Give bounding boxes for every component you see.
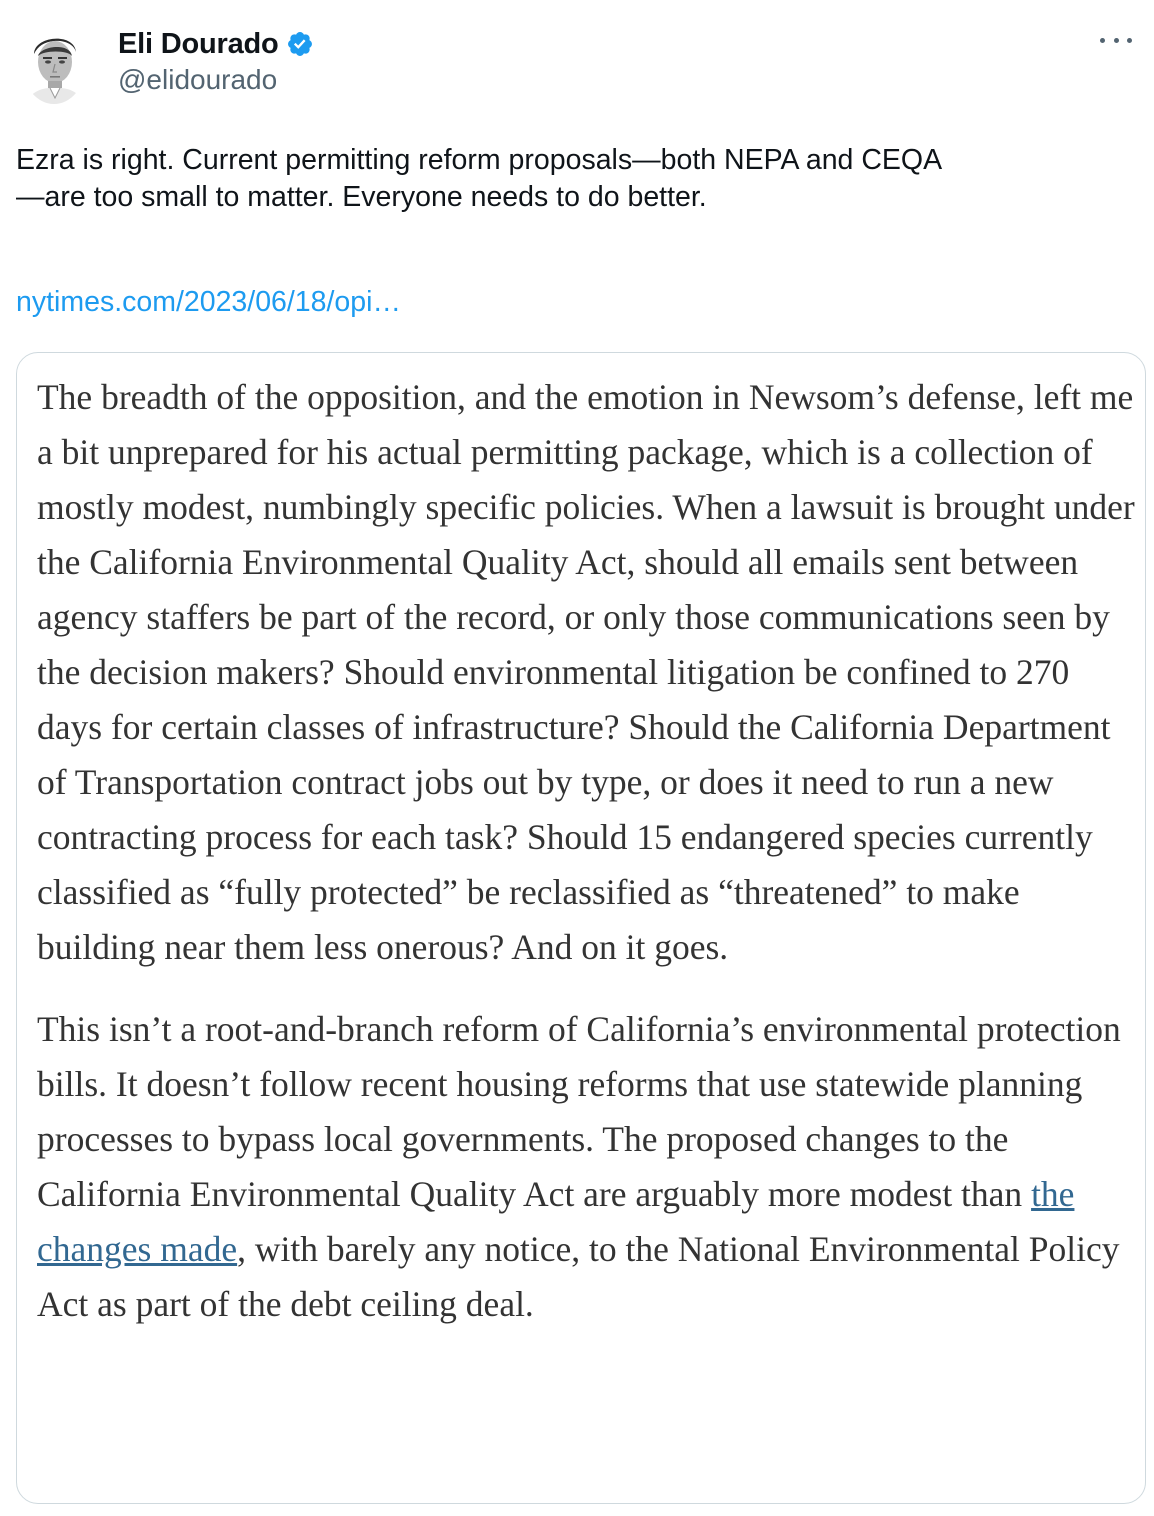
author-handle[interactable]: @elidourado: [118, 64, 278, 95]
dot-icon: [1127, 38, 1132, 43]
dot-icon: [1100, 38, 1105, 43]
tweet-text-line: —are too small to matter. Everyone needs to do better.: [16, 181, 707, 213]
dot-icon: [1114, 38, 1119, 43]
excerpt-text: This isn’t a root-and-branch reform of California’s environmental protection bills. It doesn’t follow recent housing reforms that use statewide planning processes to bypass local governments. The proposed changes to the California Environmental Quality Act are arguably more modest than: [37, 1009, 1121, 1214]
tweet-text: [16, 142, 1146, 216]
excerpt-inline-link[interactable]: the changes made: [37, 1174, 1075, 1269]
quoted-image-card[interactable]: [16, 352, 1146, 1504]
more-options-icon[interactable]: [1100, 30, 1132, 50]
tweet-text-line: Ezra is right. Current permitting reform proposals—both NEPA and CEQA: [16, 144, 943, 176]
article-link[interactable]: nytimes.com/2023/06/18/opi…: [16, 286, 401, 318]
profile-photo: [22, 24, 86, 104]
article-excerpt: [37, 370, 1137, 1332]
avatar[interactable]: [22, 24, 86, 104]
excerpt-text: , with barely any notice, to the National Environmental Policy Act as part of the debt ceiling deal.: [37, 1229, 1120, 1324]
author-name[interactable]: Eli Dourado: [118, 27, 279, 60]
author-row[interactable]: [118, 26, 314, 62]
excerpt-paragraph: The breadth of the opposition, and the emotion in Newsom’s defense, left me a bit unprepared for his actual permitting package, which is a collection of mostly modest, numbingly specific policies. When a lawsuit is brought under the California Environmental Quality Act, should all emails sent between agency staffers be part of the record, or only those communications seen by the decision makers? Should environmental litigation be confined to 270 days for certain classes of infrastructure? Should the California Department of Transportation contract jobs out by type, or does it need to run a new contracting process for each task? Should 15 endangered species currently classified as “fully protected” be reclassified as “threatened” to make building near them less onerous? And on it goes.: [37, 377, 1135, 967]
verified-badge-icon: [286, 30, 314, 58]
excerpt-paragraph: [37, 1002, 1137, 1332]
